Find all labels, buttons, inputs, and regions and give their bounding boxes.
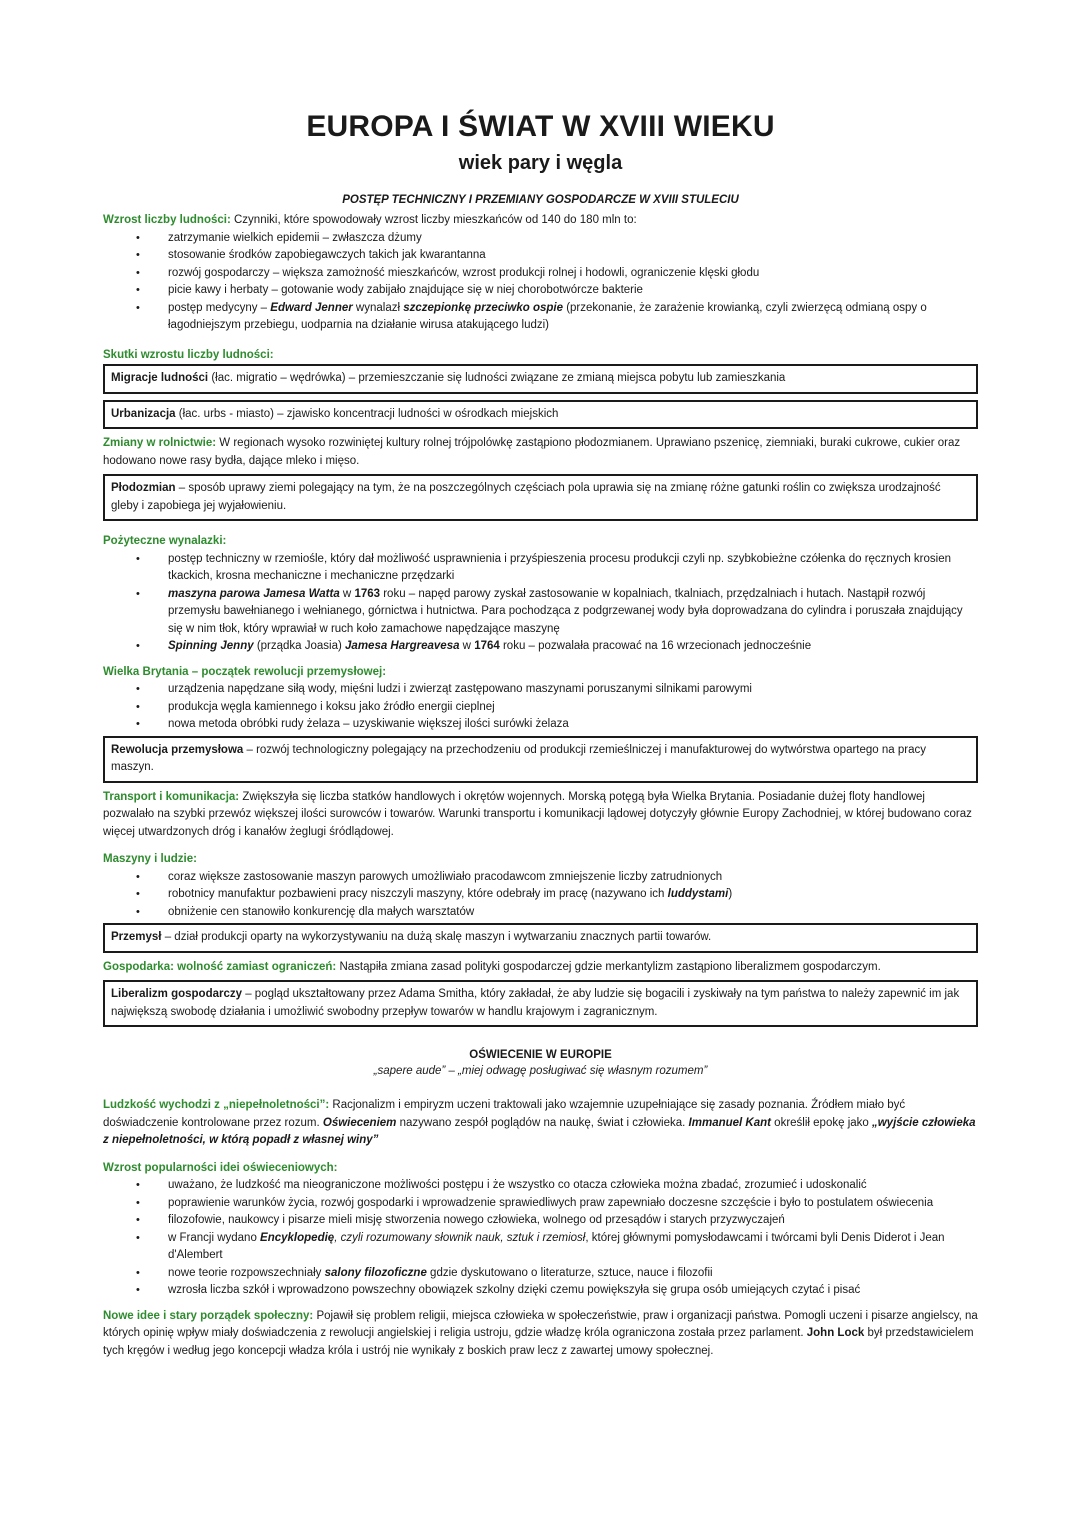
watt-term: maszyna parowa Jamesa Watta — [168, 587, 340, 600]
list-item-text: w Francji wydano — [168, 1231, 261, 1244]
encyklopedia-term: Encyklopedię — [260, 1231, 335, 1244]
list-item-text: wynalazł — [352, 301, 404, 314]
list-item-text: nowe teorie rozpowszechniały — [168, 1266, 325, 1279]
list-item — [103, 1230, 978, 1265]
list-item-text: robotnicy manufaktur pozbawieni pracy niszczyli maszyny, które odebrały im pracę (nazywano ich — [168, 888, 668, 900]
ludnosc-intro: Czynniki, które spowodowały wzrost liczby mieszkańców od 140 do 180 mln to: — [230, 214, 637, 226]
rolnictwo-paragraph — [103, 435, 978, 470]
list-item: • postęp techniczny w rzemiośle, który dał możliwość usprawnienia i przyśpieszenia procesu produkcji czyli np. szybkobieżne czółenka do ręcznych krosien tkackich, krosna mechaniczne i mechaniczne przędzarki — [103, 551, 978, 586]
year-1764: 1764 — [474, 640, 500, 652]
definition-text: (łac. urbs - miasto) – zjawisko koncentracji ludności w ośrodkach miejskich — [175, 407, 559, 420]
list-item: • stosowanie środków zapobiegawczych takich jak kwarantanna — [103, 247, 978, 265]
list-item-text: (przekonanie, że zarażenie krowianką, czyli zwierzęcą odmianą ospy o łagodniejszym przebiegu, uodparnia na działanie wirusa atakującego ludzi) — [168, 301, 927, 331]
definition-box-migracje — [103, 364, 978, 394]
list-item: • obniżenie cen stanowiło konkurencję dla małych warsztatów — [103, 904, 978, 922]
list-item: • uważano, że ludzkość ma nieograniczone możliwości postępu i że wszystko co otacza człowieka można zbadać, zrozumieć i udoskonalić — [103, 1177, 978, 1195]
definition-term: Płodozmian — [111, 482, 176, 494]
definition-text: – pogląd ukształtowany przez Adama Smitha, który zakładał, że aby ludzie się bogacili i zyskiwały na tym państwa to należy zapewnić im jak największą swobodę działania i umożliwić swobodny przepływ towarów w handlu krajowym i zagranicznym. — [111, 988, 960, 1018]
list-item: • rozwój gospodarczy – większa zamożność mieszkańców, wzrost produkcji rolnej i hodowli, ograniczenie klęski głodu — [103, 265, 978, 283]
maszyny-heading: Maszyny i ludzie: — [103, 853, 197, 865]
list-item-text: postęp medycyny – — [168, 301, 271, 314]
paragraph-text: był przedstawicielem tych kręgów i według jego koncepcji władza króla i ustrój nie wynikały z boskich praw lecz z zawartej umowy społecznej. — [103, 1327, 974, 1357]
list-item: • coraz większe zastosowanie maszyn parowych umożliwiało pracodawcom zmniejszenie liczby zatrudnionych — [103, 869, 978, 887]
definition-term: Migracje ludności — [111, 372, 209, 384]
ludzkosc-paragraph — [103, 1097, 978, 1150]
list-item — [103, 586, 978, 639]
paragraph-text: nazywano zespół poglądów na naukę, świat i człowieka. — [396, 1116, 689, 1129]
list-item — [103, 886, 978, 904]
ludzkosc-heading: Ludzkość wychodzi z „niepełnoletności”: — [103, 1099, 330, 1111]
motto: „sapere aude” – „miej odwagę posługiwać się własnym rozumem” — [373, 1065, 708, 1077]
list-item-text: roku – napęd parowy zyskał zastosowanie w kopalniach, tkalniach, przędzalniach i hutach. Nastąpił rozwój przemysłu bawełnianego i wełnianego, górnictwa i hutnictwa. Para pochodząca z podgrzewanej wody była doprowadzana do cylindra i poruszała znajdujący się w nim tłok, który wprawiał w ruch koło zamachowe napędzające maszynę — [168, 587, 963, 635]
ludnosc-heading: Wzrost liczby ludności: — [103, 214, 231, 226]
list-item: • urządzenia napędzane siłą wody, mięśni ludzi i zwierząt zastępowano maszynami poruszanymi silnikami parowymi — [103, 681, 978, 699]
transport-heading: Transport i komunikacja: — [103, 790, 240, 803]
spinning-jenny-term: Spinning Jenny — [168, 640, 254, 652]
list-item — [103, 300, 978, 335]
list-item-text: , czyli rozumowany słownik nauk, sztuk i rzemiosł — [334, 1231, 586, 1244]
list-item: • poprawienie warunków życia, rozwój gospodarki i wprowadzenie sprawiedliwych praw zapewniało doczesne szczęście i było to postulatem oświecenia — [103, 1195, 978, 1213]
wynalazki-list — [103, 551, 978, 656]
skutki-heading: Skutki wzrostu liczby ludności: — [103, 348, 274, 361]
year-1763: 1763 — [354, 587, 381, 600]
definition-box-liberalizm — [103, 980, 978, 1027]
gospodarka-paragraph — [103, 959, 978, 977]
hargreaves-name: Jamesa Hargreavesa — [345, 640, 460, 652]
paragraph-text: Pojawił się problem religii, miejsca człowieka w społeczeństwie, praw i organizacji państwa. Pomogli uczeni i pisarze angielscy, na których opinię wpływ miały doświadczenia z rewolucji angielskiej i religia ustroju, gdzie władzę króla ograniczona została przez parlament. — [103, 1309, 978, 1339]
list-item: • nowa metoda obróbki rudy żelaza – uzyskiwanie większej ilości surówki żelaza — [103, 716, 978, 734]
maszyny-list — [103, 869, 978, 922]
list-item — [103, 638, 978, 656]
list-item: • zatrzymanie wielkich epidemii – zwłaszcza dżumy — [103, 230, 978, 248]
luddysci-term: luddystami — [667, 888, 729, 900]
brytania-list — [103, 681, 978, 734]
gospodarka-heading: Gospodarka: wolność zamiast ograniczeń: — [103, 960, 337, 973]
list-item: • filozofowie, naukowcy i pisarze mieli misję stworzenia nowego człowieka, wolnego od przesądów i starych przyzwyczajeń — [103, 1212, 978, 1230]
oswiecenie-term: Oświeceniem — [322, 1116, 397, 1129]
kant-name: Immanuel Kant — [688, 1116, 771, 1129]
definition-box-urbanizacja — [103, 400, 978, 430]
definition-term: Przemysł — [111, 931, 162, 943]
gospodarka-text: Nastąpiła zmiana zasad polityki gospodarczej gdzie merkantylizm zastąpiono liberalizmem gospodarczym. — [336, 960, 881, 973]
paragraph-text: Racjonalizm i empiryzm uczeni traktowali jako wzajemnie uzupełniające się zasady poznania. Źródłem miało być doświadczenie kontrolowane przez rozum. — [103, 1099, 906, 1129]
definition-box-przemysl — [103, 923, 978, 953]
list-item: • picie kawy i herbaty – gotowanie wody zabijało znajdujące się w niej chorobotwórcze bakterie — [103, 282, 978, 300]
page-subtitle: wiek pary i węgla — [458, 152, 623, 174]
definition-term: Rewolucja przemysłowa — [111, 743, 244, 756]
definition-box-rewolucja — [103, 736, 978, 783]
porzadek-heading: Nowe idee i stary porządek społeczny: — [103, 1309, 314, 1322]
list-item-text: , której głównymi pomysłodawcami i twórcami byli Denis Diderot i Jean d'Alembert — [168, 1231, 945, 1261]
definition-text: – rozwój technologiczny polegający na przechodzeniu od produkcji rzemieślniczej i manufakturowej do wytwórstwa opartego na pracy maszyn. — [111, 743, 926, 773]
transport-paragraph — [103, 789, 978, 842]
list-item-text: roku – pozwalała pracować na 16 wrzecionach jednocześnie — [499, 640, 812, 652]
brytania-heading: Wielka Brytania – początek rewolucji przemysłowej: — [103, 665, 387, 678]
paragraph-text: określił epokę jako — [770, 1116, 872, 1129]
definition-box-plodozmian — [103, 474, 978, 521]
popularnosc-list — [103, 1177, 978, 1300]
section-title-postep: POSTĘP TECHNICZNY I PRZEMIANY GOSPODARCZE W XVIII STULECIU — [342, 194, 739, 206]
rolnictwo-text: W regionach wysoko rozwiniętej kultury rolnej trójpolówkę zastąpiono płodozmianem. Uprawiano pszenicę, ziemniaki, buraki cukrowe, cukier oraz hodowano nowe rasy bydła, dające mleko i mięso. — [103, 437, 961, 467]
list-item-text: ) — [728, 888, 733, 900]
definition-term: Urbanizacja — [111, 407, 176, 420]
list-item — [103, 1265, 978, 1283]
ludnosc-paragraph — [103, 212, 978, 230]
list-item: • produkcja węgla kamiennego i koksu jako źródło energii cieplnej — [103, 699, 978, 717]
section-title-oswiecenie: OŚWIECENIE W EUROPIE — [469, 1049, 612, 1061]
popularnosc-heading: Wzrost popularności idei oświeceniowych: — [103, 1161, 338, 1174]
definition-text: (łac. migratio – wędrówka) – przemieszczanie się ludności związane ze zmianą miejsca pobytu lub zamieszkania — [208, 372, 786, 384]
list-item-text: w — [459, 640, 475, 652]
list-item: • wzrosła liczba szkół i wprowadzono powszechny obowiązek szkolny dzięki czemu powiększyła się grupa osób umiejących czytać i pisać — [103, 1282, 978, 1300]
rolnictwo-heading: Zmiany w rolnictwie: — [103, 437, 217, 449]
definition-term: Liberalizm gospodarczy — [111, 988, 243, 1000]
page-title: EUROPA I ŚWIAT W XVIII WIEKU — [306, 110, 775, 143]
jenner-name: Edward Jenner — [270, 301, 353, 314]
list-item-text: w — [339, 587, 355, 600]
porzadek-paragraph — [103, 1308, 978, 1361]
wynalazki-heading: Pożyteczne wynalazki: — [103, 535, 227, 547]
list-item-text: gdzie dyskutowano o literaturze, sztuce, nauce i filozofii — [426, 1266, 713, 1279]
definition-text: – sposób uprawy ziemi polegający na tym, że na poszczególnych częściach pola uprawia się na zmianę różne gatunki roślin co zwiększa urodzajność gleby i zapobiega jej wyjałowieniu. — [111, 482, 941, 512]
list-item-text: (prządka Joasia) — [253, 640, 346, 652]
transport-text: Zwiększyła się liczba statków handlowych i okrętów wojennych. Morską potęgą była Wielka Brytania. Posiadanie dużej floty handlowej pozwalało na szybki przewóz większej ilości surowców i towarów. Warunki transportu i komunikacji lądowej dotyczyły głównie Europy Zachodniej, w której budowano coraz więcej utwardzonych dróg i kanałów żeglugi śródlądowej. — [103, 790, 972, 838]
vaccine-term: szczepionkę przeciwko ospie — [403, 301, 564, 314]
definition-text: – dział produkcji oparty na wykorzystywaniu na dużą skalę maszyn i wytwarzaniu znacznych partii towarów. — [161, 931, 712, 943]
kant-quote: „wyjście człowieka z niepełnoletności, w którą popadł z własnej winy” — [103, 1116, 976, 1146]
ludnosc-list — [103, 230, 978, 335]
locke-name: John Lock — [806, 1327, 865, 1339]
salony-term: salony filozoficzne — [324, 1266, 427, 1279]
